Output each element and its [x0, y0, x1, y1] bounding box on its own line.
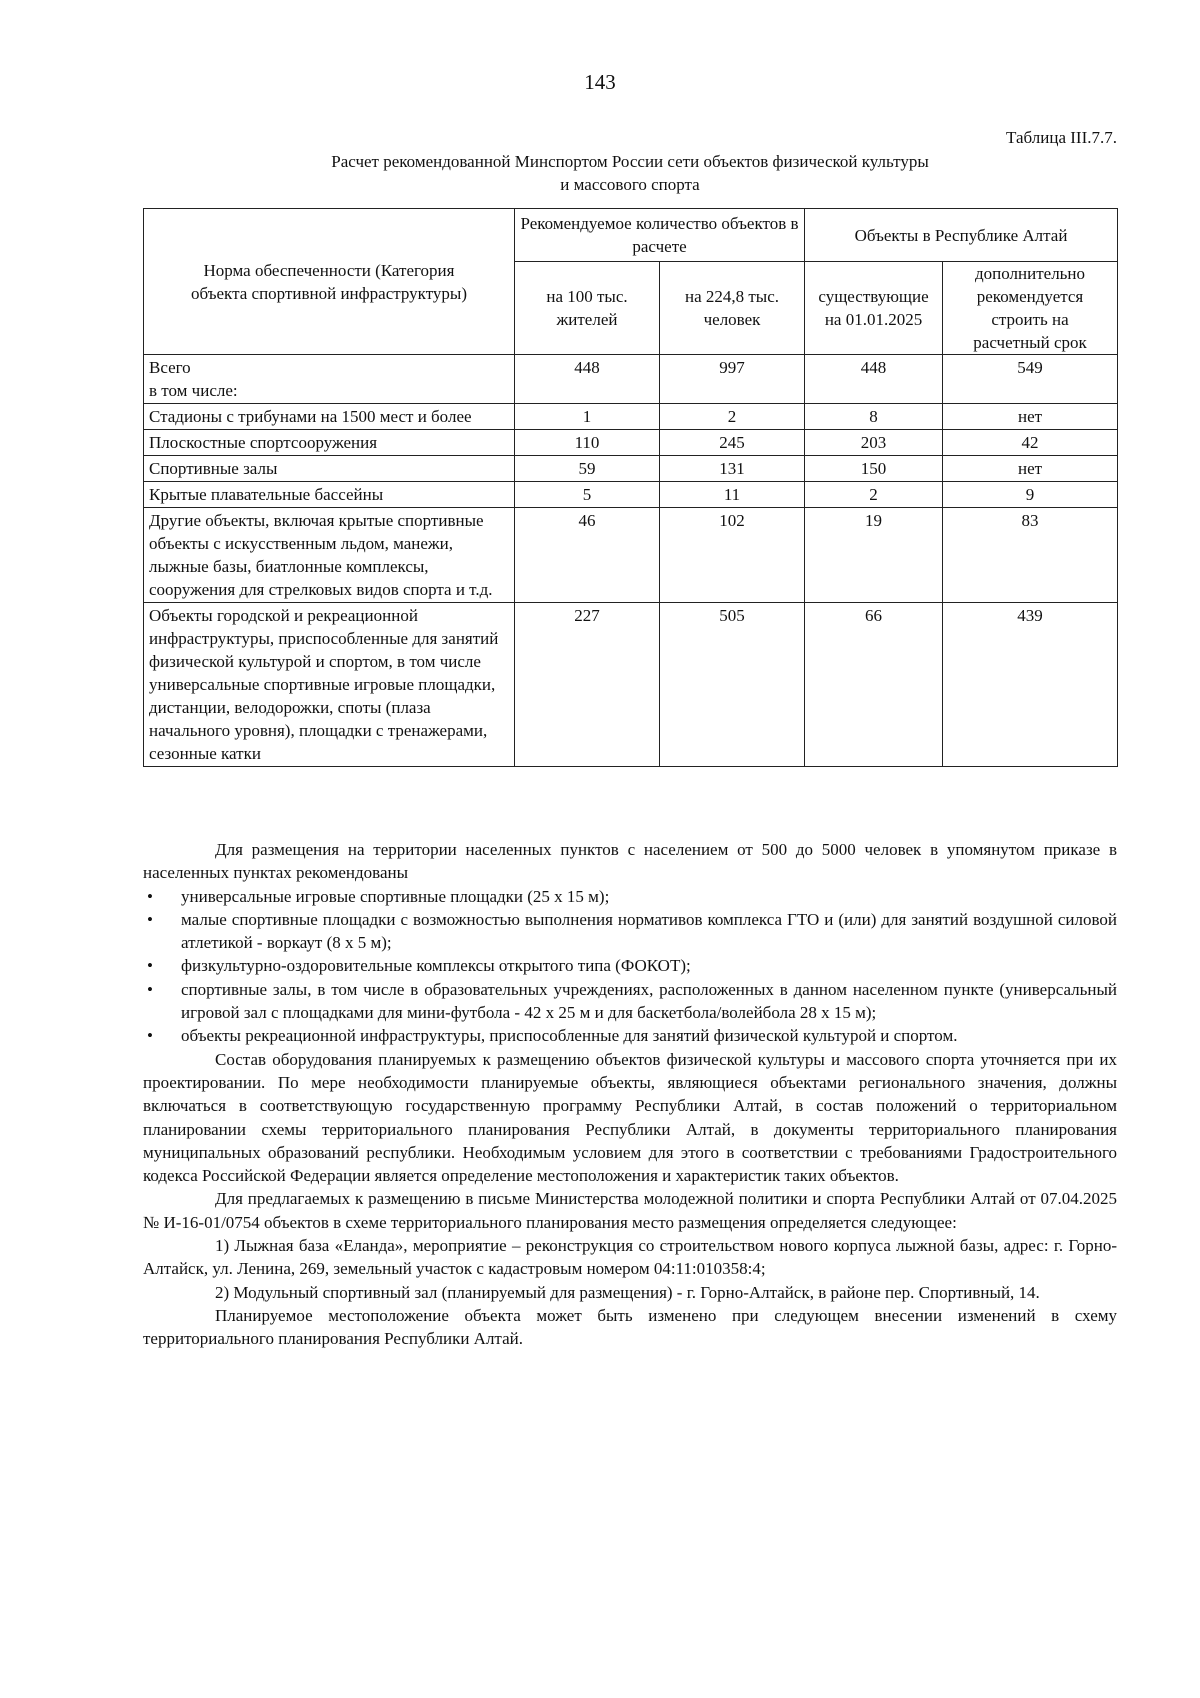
list-item — [143, 978, 1117, 1025]
header-per-100k: на 100 тыс. жителей — [515, 262, 660, 355]
paragraph-item-1: 1) Лыжная база «Еланда», мероприятие – реконструкция со строительством нового корпуса лыжной базы, адрес: г. Горно-Алтайск, ул. Ленина, 269, земельный участок с кадастровым номером 04:11:010358:4; — [143, 1236, 1117, 1279]
header-existing: существующие на 01.01.2025 — [805, 262, 943, 355]
body-text — [143, 838, 1117, 1351]
paragraph-item-2: 2) Модульный спортивный зал (планируемый для размещения) - г. Горно-Алтайск, в районе пер. Спортивный, 14. — [215, 1282, 1040, 1302]
cell-per-224: 102 — [660, 508, 805, 603]
table-row — [144, 456, 1118, 482]
cell-existing: 448 — [805, 355, 943, 404]
cell-per-224: 11 — [660, 482, 805, 508]
table-row — [144, 508, 1118, 603]
row-name: Другие объекты, включая крытые спортивные объекты с искусственным льдом, манежи, лыжные базы, биатлонные комплексы, сооружения для стрелковых видов спорта и т.д. — [144, 508, 515, 603]
cell-per-100k: 59 — [515, 456, 660, 482]
row-name: Стадионы с трибунами на 1500 мест и более — [144, 404, 515, 430]
table-title — [145, 150, 1115, 196]
cell-additional: нет — [943, 404, 1118, 430]
list-item — [143, 908, 1117, 955]
list-item-text: малые спортивные площадки с возможностью выполнения нормативов комплекса ГТО и (или) для занятий воздушной силовой атлетикой - воркаут (8 х 5 м); — [181, 909, 1117, 953]
cell-per-100k: 227 — [515, 603, 660, 767]
row-name: Всего в том числе: — [144, 355, 515, 404]
cell-per-224: 2 — [660, 404, 805, 430]
cell-existing: 8 — [805, 404, 943, 430]
cell-existing: 66 — [805, 603, 943, 767]
cell-existing: 203 — [805, 430, 943, 456]
row-name: Крытые плавательные бассейны — [144, 482, 515, 508]
cell-additional: 439 — [943, 603, 1118, 767]
bullet-icon: • — [147, 956, 153, 976]
cell-additional: 9 — [943, 482, 1118, 508]
table-title-line1: Расчет рекомендованной Минспортом России сети объектов физической культуры — [331, 152, 929, 171]
sports-network-table — [143, 208, 1118, 767]
cell-per-100k: 110 — [515, 430, 660, 456]
row-name: Объекты городской и рекреационной инфраструктуры, приспособленные для занятий физической культурой и спортом, в том числе универсальные спортивные игровые площадки, дистанции, велодорожки, споты (плаза начального уровня), площадки с тренажерами, сезонные катки — [144, 603, 515, 767]
header-per-224: на 224,8 тыс. человек — [660, 262, 805, 355]
cell-existing: 150 — [805, 456, 943, 482]
header-additional: дополнительно рекомендуется строить на расчетный срок — [943, 262, 1118, 355]
cell-additional: 549 — [943, 355, 1118, 404]
bullet-icon: • — [147, 979, 153, 999]
row-name: Спортивные залы — [144, 456, 515, 482]
list-item — [143, 885, 1117, 908]
table-row — [144, 603, 1118, 767]
list-item-text: спортивные залы, в том числе в образовательных учреждениях, расположенных в данном населенном пункте (универсальный игровой зал с площадками для мини-футбола - 42 х 25 м и для баскетбола/волейбола 28 х 15 м); — [181, 979, 1117, 1023]
table-row — [144, 355, 1118, 404]
table-label: Таблица III.7.7. — [1006, 128, 1117, 147]
paragraph-letter: Для предлагаемых к размещению в письме Министерства молодежной политики и спорта Республики Алтай от 07.04.2025 № И-16-01/0754 объектов в схеме территориального планирования место размещения определяется следующее: — [143, 1189, 1117, 1232]
cell-per-224: 131 — [660, 456, 805, 482]
header-recommended: Рекомендуемое количество объектов в расчете — [515, 209, 805, 262]
bullet-icon: • — [147, 886, 153, 906]
recommended-list — [143, 885, 1117, 1048]
cell-per-100k: 5 — [515, 482, 660, 508]
list-item — [143, 954, 1117, 977]
list-item-text: универсальные игровые спортивные площадки (25 х 15 м); — [181, 886, 610, 906]
cell-per-100k: 46 — [515, 508, 660, 603]
cell-per-224: 245 — [660, 430, 805, 456]
cell-per-224: 505 — [660, 603, 805, 767]
list-item-text: объекты рекреационной инфраструктуры, приспособленные для занятий физической культурой и спортом. — [181, 1026, 958, 1046]
cell-additional: 83 — [943, 508, 1118, 603]
list-item — [143, 1024, 1117, 1047]
table-header-row-1 — [144, 209, 1118, 262]
header-norm: Норма обеспеченности (Категория объекта спортивной инфраструктуры) — [144, 209, 515, 355]
paragraph-equipment: Состав оборудования планируемых к размещению объектов физической культуры и массового спорта уточняется при их проектировании. По мере необходимости планируемые объекты, являющиеся объектами регионального значения, должны включаться в соответствующую государственную программу Республики Алтай, в состав положений о территориальном планировании схемы территориального планирования Республики Алтай, в документы территориального планирования муниципальных образований республики. Необходимым условием для этого в соответствии с требованиями Градостроительного кодекса Российской Федерации является определение местоположения и характеристик таких объектов. — [143, 1049, 1117, 1186]
table-row — [144, 430, 1118, 456]
cell-existing: 19 — [805, 508, 943, 603]
cell-existing: 2 — [805, 482, 943, 508]
row-name: Плоскостные спортсооружения — [144, 430, 515, 456]
page-number: 143 — [584, 70, 616, 94]
paragraph-location: Планируемое местоположение объекта может быть изменено при следующем внесении изменений в схему территориального планирования Республики Алтай. — [143, 1305, 1117, 1349]
table-row — [144, 404, 1118, 430]
bullet-icon: • — [147, 1026, 153, 1046]
table-row — [144, 482, 1118, 508]
list-item-text: физкультурно-оздоровительные комплексы открытого типа (ФОКОТ); — [181, 956, 691, 976]
table-title-line2: и массового спорта — [560, 175, 700, 194]
cell-per-100k: 1 — [515, 404, 660, 430]
cell-additional: нет — [943, 456, 1118, 482]
cell-per-100k: 448 — [515, 355, 660, 404]
cell-per-224: 997 — [660, 355, 805, 404]
cell-additional: 42 — [943, 430, 1118, 456]
bullet-icon: • — [147, 909, 153, 929]
header-objects-altai: Объекты в Республике Алтай — [805, 209, 1118, 262]
paragraph-intro: Для размещения на территории населенных пунктов с населением от 500 до 5000 человек в упомянутом приказе в населенных пунктах рекомендованы — [143, 840, 1117, 883]
